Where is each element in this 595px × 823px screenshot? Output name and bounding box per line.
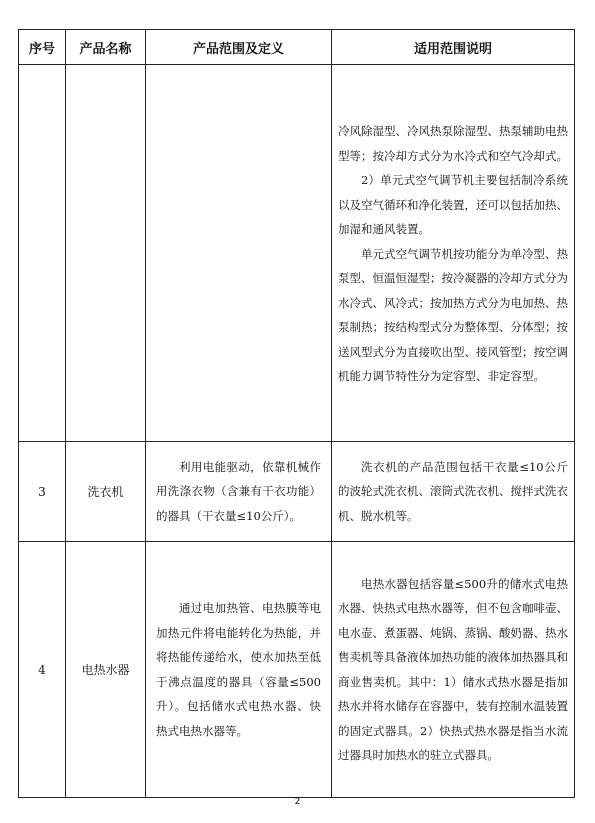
- scope-cell: [332, 542, 575, 798]
- definition-text: 通过电加热管、电热膜等电加热元件将电能转化为热能，并将热能传递给水，使水加热至低于沸点温度的器具（容量≤500升）。包括储水式电热水器、快热式电热水器等。: [156, 601, 321, 738]
- scope-paragraph: 冷风除湿型、冷风热泵除湿型、热泵辅助电热型等；按冷却方式分为水冷式和空气冷却式。: [338, 124, 568, 163]
- product-name-cell: 电热水器: [66, 542, 146, 798]
- page-number: 2: [294, 797, 301, 807]
- definition-cell: [146, 442, 332, 542]
- scope-paragraph: 单元式空气调节机按功能分为单冷型、热泵型、恒温恒湿型；按冷凝器的冷却方式分为水冷式、风冷式；按加热方式分为电加热、热泵制热；按结构型式分为整体型、分体型；按送风型式分为直接吹出型、接风管型；按空调机能力调节特性分为定容型、非定容型。: [338, 246, 568, 384]
- header-seq: 序号: [19, 30, 66, 65]
- table-row: [19, 542, 575, 798]
- definition-cell: [146, 65, 332, 442]
- definition-cell: [146, 542, 332, 798]
- scope-paragraph: 2）单元式空气调节机主要包括制冷系统以及空气循环和净化装置，还可以包括加热、加湿和通风装置。: [338, 173, 568, 237]
- scope-paragraph: 电热水器包括容量≤500升的储水式电热水器、快热式电热水器等，但不包含咖啡壶、电水壶、煮蛋器、炖锅、蒸锅、酸奶器、热水售卖机等具备液体加热功能的液体加热器具和商业售卖机。其中：1）储水式热水器是指加热水并将水储存在容器中，装有控制水温装置的固定式器具。2）快热式热水器是指当水流过器具时加热水的驻立式器具。: [338, 576, 568, 762]
- scope-cell: [332, 65, 575, 442]
- product-name-cell: 洗衣机: [66, 442, 146, 542]
- seq-cell: 4: [19, 542, 66, 798]
- scope-cell: [332, 442, 575, 542]
- seq-cell: [19, 65, 66, 442]
- header-scope: 适用范围说明: [332, 30, 575, 65]
- product-name-cell: [66, 65, 146, 442]
- header-product-name: 产品名称: [66, 30, 146, 65]
- product-scope-table: [18, 29, 575, 798]
- header-definition: 产品范围及定义: [146, 30, 332, 65]
- table-header-row: [19, 30, 575, 65]
- definition-text: 利用电能驱动，依靠机械作用洗涤衣物（含兼有干衣功能）的器具（干衣量≤10公斤）。: [156, 459, 321, 523]
- seq-cell: 3: [19, 442, 66, 542]
- table-row: [19, 442, 575, 542]
- scope-paragraph: 洗衣机的产品范围包括干衣量≤10公斤的波轮式洗衣机、滚筒式洗衣机、搅拌式洗衣机、脱水机等。: [338, 459, 568, 523]
- table-row: [19, 65, 575, 442]
